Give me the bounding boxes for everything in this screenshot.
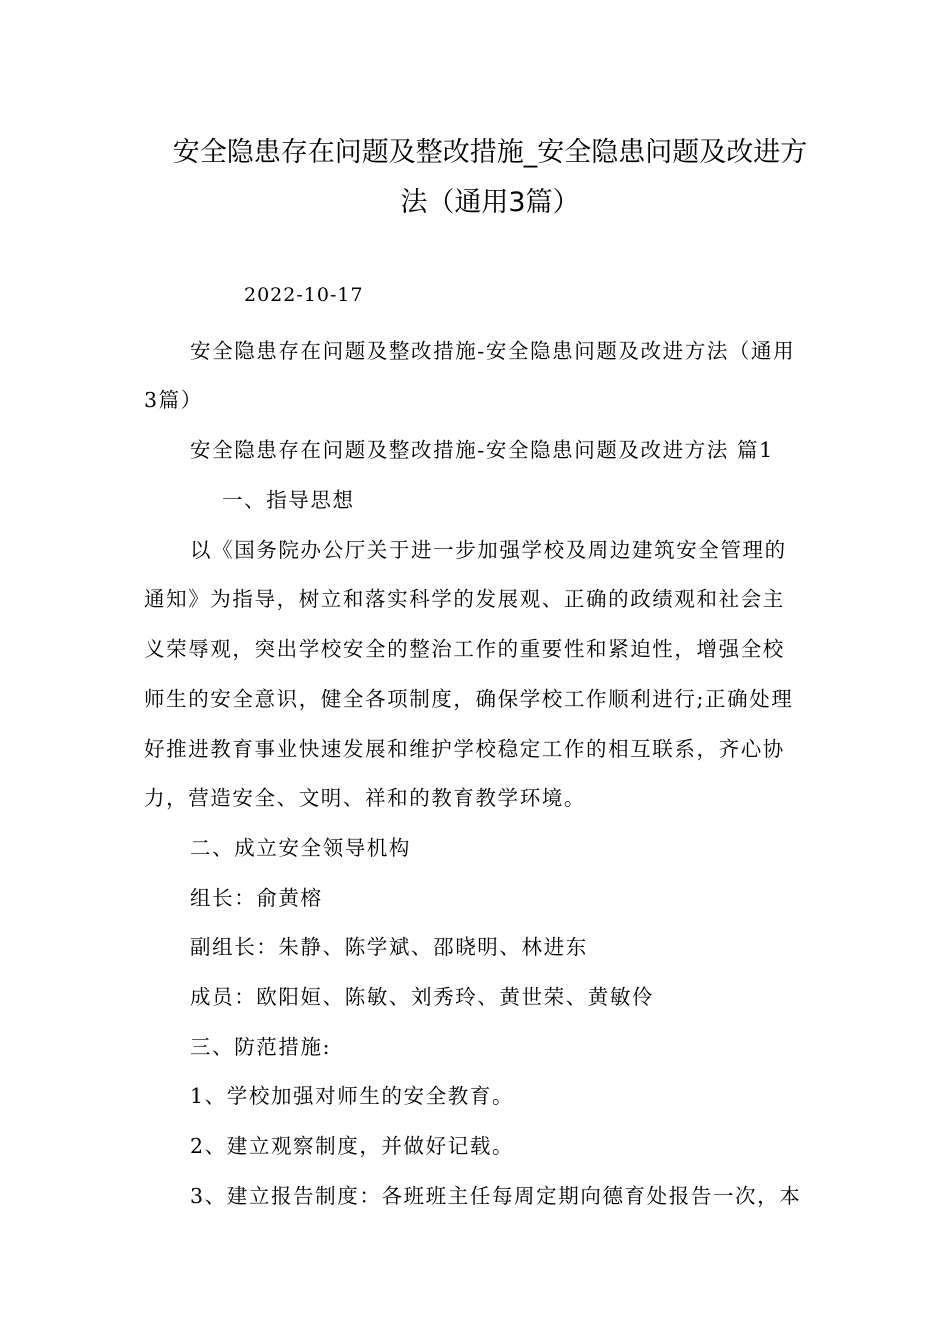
members-line: 成员：欧阳姮、陈敏、刘秀玲、黄世荣、黄敏伶 xyxy=(190,985,655,1009)
title-line-1: 安全隐患存在问题及整改措施_安全隐患问题及改进方 xyxy=(172,137,808,168)
paragraph-line: 好推进教育事业快速发展和维护学校稳定工作的相互联系，齐心协 xyxy=(144,737,785,761)
body-line-intro-1: 安全隐患存在问题及整改措施-安全隐患问题及改进方法（通用 xyxy=(190,339,796,363)
document-date: 2022-10-17 xyxy=(244,284,364,306)
measure-item-3: 3、建立报告制度：各班班主任每周定期向德育处报告一次，本 xyxy=(190,1184,802,1208)
paragraph-line: 师生的安全意识，健全各项制度，确保学校工作顺利进行;正确处理 xyxy=(144,687,794,711)
title-line-2: 法（通用3篇） xyxy=(400,187,580,218)
leader-line: 组长：俞黄榕 xyxy=(190,886,323,910)
measure-item-1: 1、学校加强对师生的安全教育。 xyxy=(190,1084,515,1108)
document-title xyxy=(150,128,830,228)
paragraph-line: 义荣辱观，突出学校安全的整治工作的重要性和紧迫性，增强全校 xyxy=(144,637,785,661)
paragraph-line: 力，营造安全、文明、祥和的教育教学环境。 xyxy=(144,786,586,810)
paragraph-line: 通知》为指导，树立和落实科学的发展观、正确的政绩观和社会主 xyxy=(144,587,785,611)
paragraph-line: 以《国务院办公厅关于进一步加强学校及周边建筑安全管理的 xyxy=(190,538,787,562)
heading-preventive-measures: 三、防范措施: xyxy=(190,1035,332,1059)
deputy-leader-line: 副组长：朱静、陈学斌、邵晓明、林进东 xyxy=(190,935,588,959)
body-line-intro-2: 3篇） xyxy=(144,388,203,412)
heading-safety-leadership: 二、成立安全领导机构 xyxy=(190,836,411,860)
heading-guiding-ideology: 一、指导思想 xyxy=(222,488,355,512)
measure-item-2: 2、建立观察制度，并做好记载。 xyxy=(190,1134,515,1158)
section-heading-part1: 安全隐患存在问题及整改措施-安全隐患问题及改进方法 篇1 xyxy=(190,438,774,462)
